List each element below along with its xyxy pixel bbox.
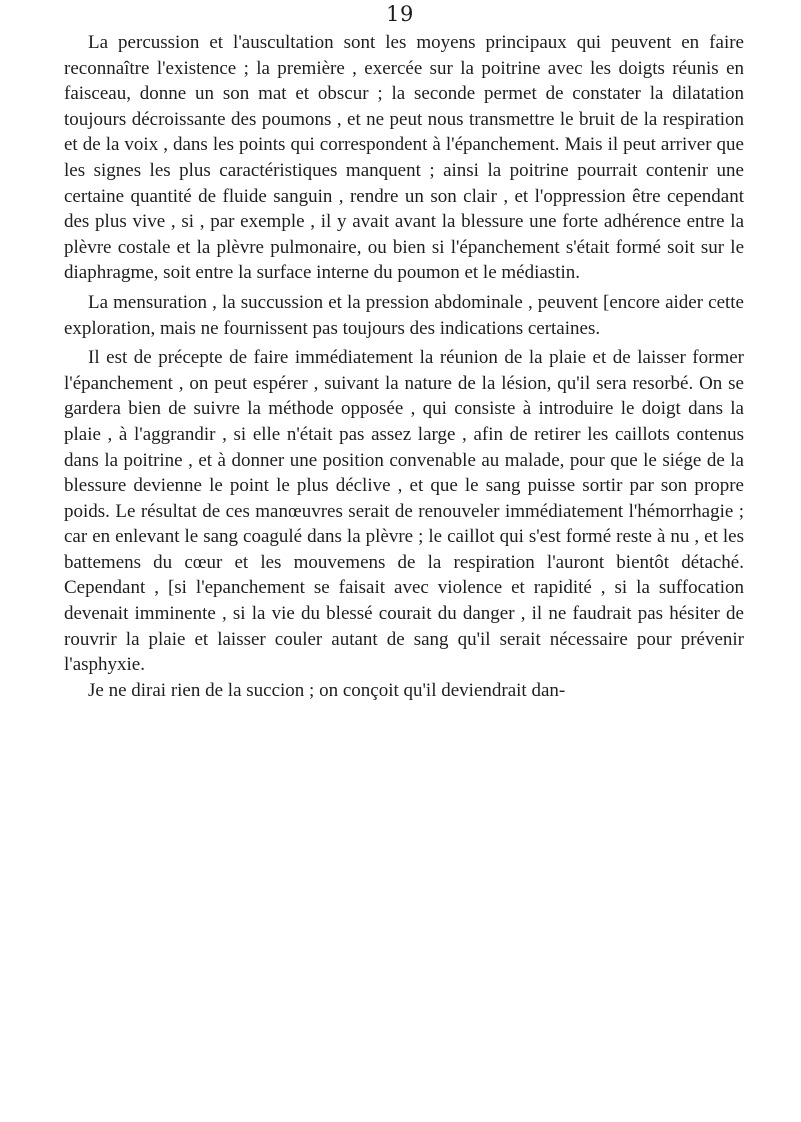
paragraph-mensuration: La mensuration , la succussion et la pression abdominale , peuvent [encore aider cette exploration, mais ne fournissent pas toujours des indications certaines. — [64, 291, 744, 339]
paragraph-percussion-auscultation: La percussion et l'auscultation sont les moyens principaux qui peuvent en faire reconnaître l'existence ; la première , exercée sur la poitrine avec les doigts réunis en faisceau, donne un son mat et obscur ; la seconde permet de constater la dilatation toujours décroissante des poumons , et ne peut nous transmettre le bruit de la respiration et de la voix , dans les points qui correspondent à l'épanchement. Mais il peut arriver que les signes les plus caractéristiques manquent ; ainsi la poitrine pourrait contenir une certaine quantité de fluide sanguin , rendre un son clair , et l'oppression être cependant des plus vive , si , par exemple , il y avait avant la blessure une forte adhérence entre la plèvre costale et la plèvre pulmonaire, ou bien si l'épanchement s'était formé soit sur le diaphragme, soit entre la surface interne du poumon et le médiastin. — [64, 32, 744, 284]
paragraph-succion: Je ne dirai rien de la succion ; on conçoit qu'il deviendrait dan- — [88, 679, 566, 701]
body-text — [64, 30, 744, 703]
page-number: 19 — [386, 2, 414, 26]
paragraph-reunion-plaie: Il est de précepte de faire immédiatement la réunion de la plaie et de laisser former l'épanchement , on peut espérer , suivant la nature de la lésion, qu'il sera resorbé. On se gardera bien de suivre la méthode opposée , qui consiste à introduire le doigt dans la plaie , à l'aggrandir , si elle n'était pas assez large , afin de retirer les caillots contenus dans la poitrine , et à donner une position convenable au malade, pour que le siége de la blessure devienne le point le plus déclive , et que le sang puisse sortir par son propre poids. Le résultat de ces manœuvres serait de renouveler immédiatement l'hémorrhagie ; car en enlevant le sang coagulé dans la plèvre ; le caillot qui s'est formé reste à nu , et les battemens du cœur et les mouvemens de la respiration l'auront bientôt détaché. Cependant , [si l'epanchement se faisait avec violence et rapidité , si la suffocation devenait imminente , si la vie du blessé courait du danger , il ne faudrait pas hésiter de rouvrir la plaie et laisser couler autant de sang qu'il serait nécessaire pour prévenir l'asphyxie. — [64, 347, 744, 676]
